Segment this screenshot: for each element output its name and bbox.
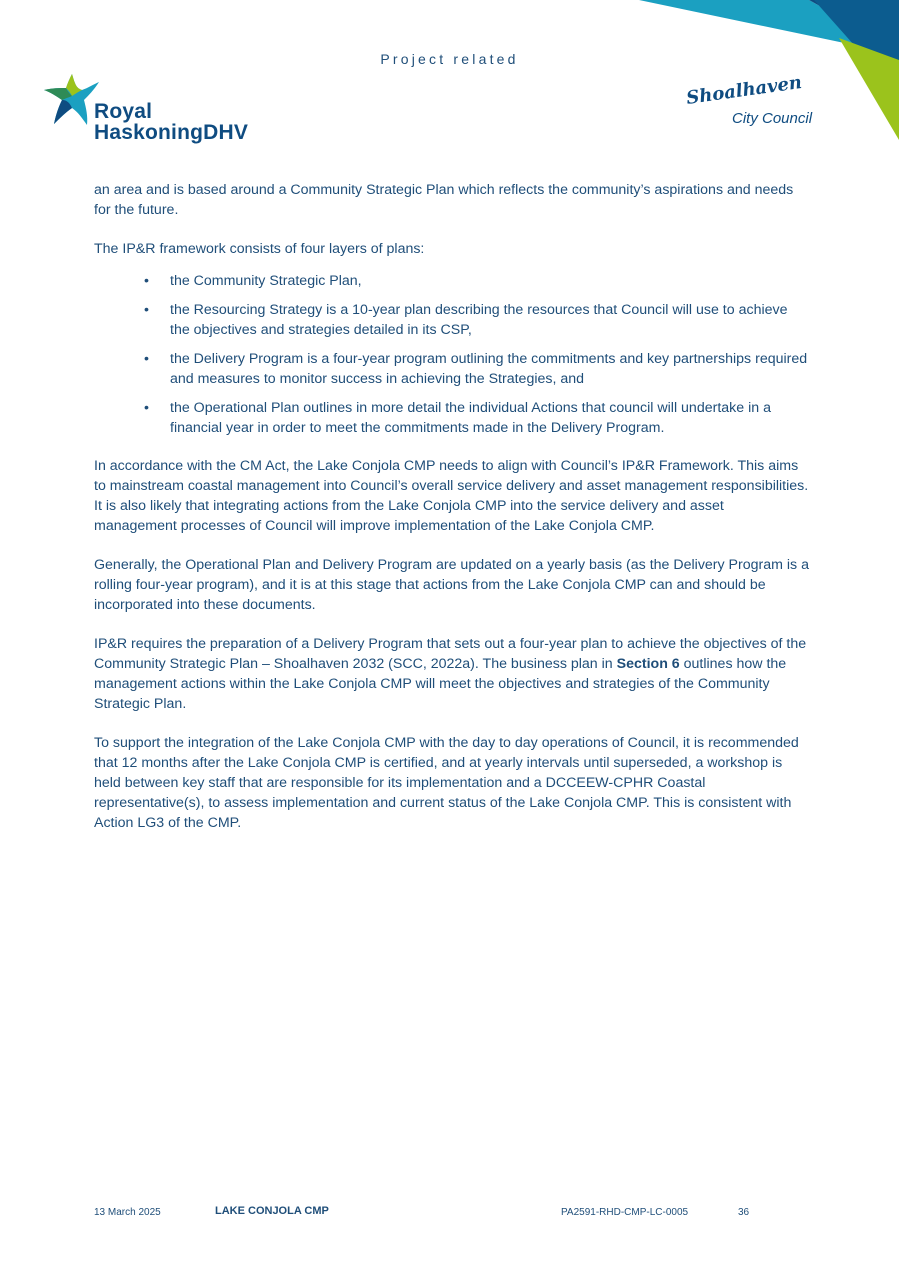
list-item: • the Resourcing Strategy is a 10-year plan describing the resources that Council will use to achieve the objectives and strategies detailed in its CSP, (144, 302, 788, 338)
bullet-icon: • (144, 351, 149, 367)
page-footer (0, 1205, 899, 1221)
paragraph-4: Generally, the Operational Plan and Delivery Program are updated on a yearly basis (as the Delivery Program is a rolling four-year program), and it is at this stage that actions from the Lake Conjola CMP can and should be incorporated into these documents. (94, 557, 809, 613)
list-item: • the Operational Plan outlines in more detail the individual Actions that council will undertake in a financial year in order to meet the commitments made in the Delivery Program. (144, 400, 771, 436)
royal-haskoningdhv-wordmark (94, 101, 248, 143)
project-related-label: Project related (380, 51, 519, 67)
shoalhaven-script: Shoalhaven (685, 72, 804, 109)
star-icon (42, 70, 102, 130)
logo-line-royal: Royal (94, 100, 153, 123)
list-item: • the Community Strategic Plan, (144, 273, 362, 289)
footer-title: LAKE CONJOLA CMP (215, 1205, 329, 1217)
paragraph-1: an area and is based around a Community Strategic Plan which reflects the community’s aspirations and needs for the future. (94, 182, 794, 218)
paragraph-3: In accordance with the CM Act, the Lake Conjola CMP needs to align with Council’s IP&R Framework. This aims to mainstream coastal management into Council’s overall service delivery and asset management responsibilities. It is also likely that integrating actions from the Lake Conjola CMP into the service delivery and asset management processes of Council will improve implementation of the Lake Conjola CMP. (94, 458, 809, 534)
page-number: 36 (738, 1207, 750, 1218)
list-item: • the Delivery Program is a four-year program outlining the commitments and key partnerships required and measures to monitor success in achieving the Strategies, and (144, 351, 808, 387)
bullet-icon: • (144, 400, 149, 416)
document-body (94, 180, 810, 852)
logo-line-haskoningdhv: HaskoningDHV (94, 121, 249, 144)
footer-date: 13 March 2025 (94, 1207, 161, 1218)
section-6-reference[interactable]: Section 6 (616, 656, 680, 672)
paragraph-6: To support the integration of the Lake Conjola CMP with the day to day operations of Council, it is recommended that 12 months after the Lake Conjola CMP is certified, and at yearly intervals until superseded, a workshop is held between key staff that are responsible for its implementation and a DCCEEW-CPHR Coastal representative(s), to assess implementation and current status of the Lake Conjola CMP. This is consistent with Action LG3 of the CMP. (94, 735, 799, 831)
bullet-icon: • (144, 273, 149, 289)
footer-reference: PA2591-RHD-CMP-LC-0005 (561, 1207, 689, 1218)
paragraph-5: IP&R requires the preparation of a Delivery Program that sets out a four-year plan to achieve the objectives of the Community Strategic Plan – Shoalhaven 2032 (SCC, 2022a). The business plan in Section 6 outlines how the management actions within the Lake Conjola CMP will meet the objectives and strategies of the Community Strategic Plan. (94, 636, 807, 712)
city-council-text: City Council (732, 110, 813, 127)
paragraph-2: The IP&R framework consists of four layers of plans: (94, 241, 425, 257)
bullet-icon: • (144, 302, 149, 318)
plan-layers-list (94, 271, 810, 438)
